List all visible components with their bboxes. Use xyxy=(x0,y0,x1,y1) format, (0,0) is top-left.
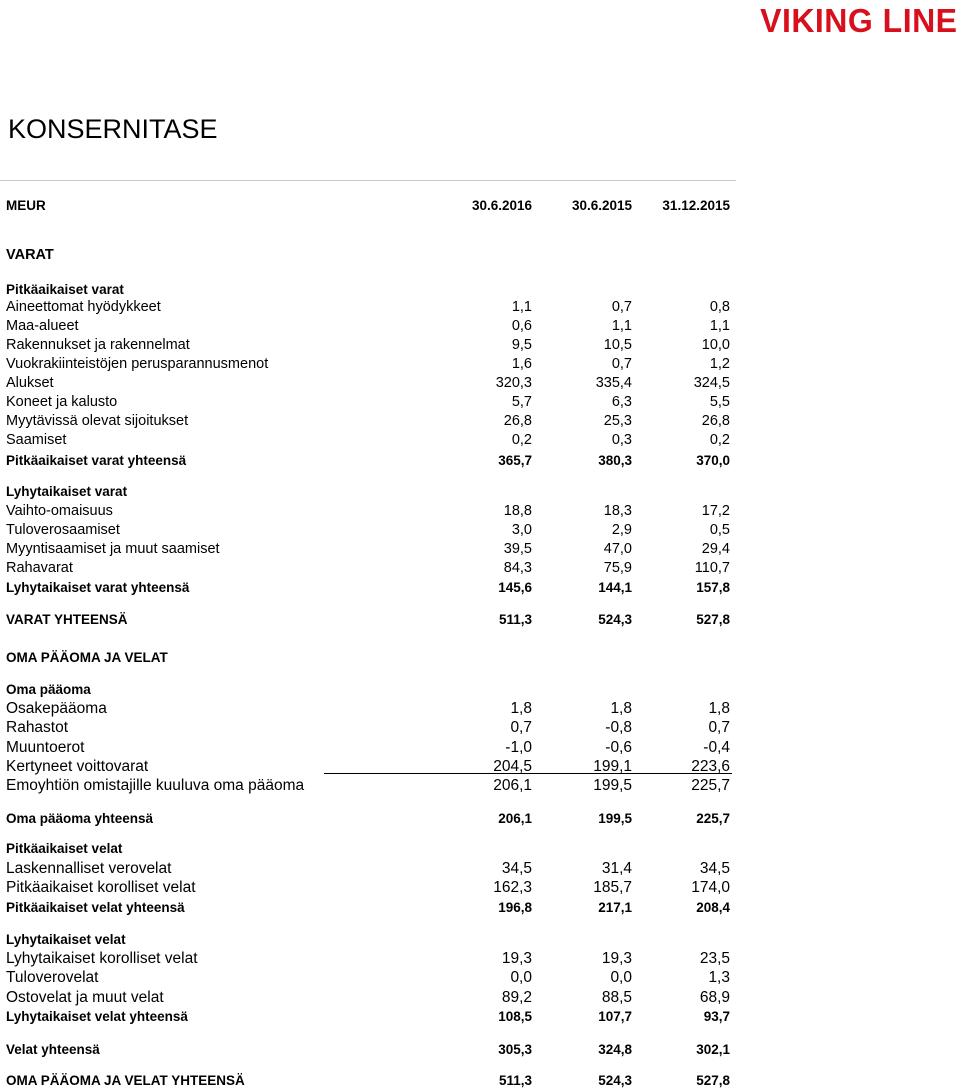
cell-2015-h1: 88,5 xyxy=(601,989,632,1006)
header-divider xyxy=(0,180,736,181)
row-label: Lyhytaikaiset velat xyxy=(6,932,126,947)
cell-2015-fy: 0,8 xyxy=(709,299,730,315)
row-label: Rahastot xyxy=(6,719,69,736)
cell-2015-h1: 19,3 xyxy=(601,950,632,967)
cell-2015-fy: 1,1 xyxy=(709,318,730,334)
cell-2015-h1: 324,8 xyxy=(598,1042,632,1057)
table-row-emoyhtion-omistajille-kuuluva-oma-paaoma xyxy=(0,776,736,795)
cell-2016-h1: 108,5 xyxy=(498,1009,532,1024)
cell-2015-h1: 6,3 xyxy=(611,394,632,410)
cell-2016-h1: 3,0 xyxy=(511,522,532,538)
cell-2016-h1: 511,3 xyxy=(498,612,532,627)
section-heading-lyhytaikaiset-varat xyxy=(0,482,736,501)
cell-2015-h1: 2,9 xyxy=(611,522,632,538)
cell-2015-fy: 34,5 xyxy=(699,860,730,877)
cell-2015-fy: 527,8 xyxy=(696,1073,730,1088)
table-row-koneet-ja-kalusto xyxy=(0,393,736,412)
cell-2016-h1: 89,2 xyxy=(501,989,532,1006)
subtotal-rule xyxy=(324,773,732,774)
row-label: Tuloverovelat xyxy=(6,969,99,986)
cell-2015-fy: 1,8 xyxy=(708,700,730,717)
cell-2015-fy: 208,4 xyxy=(696,900,730,915)
row-label: Pitkäaikaiset korolliset velat xyxy=(6,879,196,896)
cell-2015-fy: 0,5 xyxy=(709,522,730,538)
cell-2015-h1: 31,4 xyxy=(601,860,632,877)
row-label: Rahavarat xyxy=(6,560,73,576)
cell-2016-h1: 1,1 xyxy=(511,299,532,315)
table-row-pitkaaikaiset-velat-yhteensa xyxy=(0,898,736,917)
cell-2016-h1: 18,8 xyxy=(503,503,532,519)
row-label: VARAT YHTEENSÄ xyxy=(6,612,128,627)
row-label: Lyhytaikaiset velat yhteensä xyxy=(6,1009,188,1024)
cell-2015-fy: 93,7 xyxy=(703,1009,730,1024)
cell-2015-h1: 524,3 xyxy=(598,612,632,627)
table-row-velat-yhteensa xyxy=(0,1040,736,1059)
row-label: Lyhytaikaiset varat xyxy=(6,484,128,499)
table-row-rahavarat xyxy=(0,559,736,578)
row-label: Aineettomat hyödykkeet xyxy=(6,299,161,315)
cell-2016-h1: 511,3 xyxy=(498,1073,532,1088)
section-heading-varat xyxy=(0,246,736,265)
column-header-2016: 30.6.2016 xyxy=(471,198,532,213)
cell-2016-h1: 206,1 xyxy=(498,811,532,826)
cell-2015-h1: 10,5 xyxy=(603,337,632,353)
row-label: Maa-alueet xyxy=(6,318,79,334)
row-label: Kertyneet voittovarat xyxy=(6,758,149,775)
row-label: Koneet ja kalusto xyxy=(6,394,118,410)
cell-2016-h1: -1,0 xyxy=(505,739,532,756)
row-label: Alukset xyxy=(6,375,54,391)
row-label: Pitkäaikaiset velat yhteensä xyxy=(6,900,185,915)
row-label: Lyhytaikaiset varat yhteensä xyxy=(6,580,190,595)
cell-2015-h1: 25,3 xyxy=(603,413,632,429)
table-row-pitkaaikaiset-korolliset-velat xyxy=(0,878,736,897)
cell-2015-fy: 225,7 xyxy=(696,811,730,826)
row-label: Ostovelat ja muut velat xyxy=(6,989,164,1006)
row-label: VARAT xyxy=(6,247,54,263)
cell-2016-h1: 0,6 xyxy=(511,318,532,334)
cell-2016-h1: 204,5 xyxy=(493,758,532,775)
row-label: Lyhytaikaiset korolliset velat xyxy=(6,950,198,967)
cell-2015-h1: -0,6 xyxy=(605,739,632,756)
cell-2015-h1: 107,7 xyxy=(598,1009,632,1024)
row-label: Laskennalliset verovelat xyxy=(6,860,172,877)
cell-2015-fy: 527,8 xyxy=(696,612,730,627)
table-row-varat-yhteensa xyxy=(0,610,736,629)
column-header-2015-half: 30.6.2015 xyxy=(571,198,632,213)
cell-2016-h1: 0,0 xyxy=(510,969,532,986)
table-row-rahastot xyxy=(0,718,736,737)
cell-2015-h1: 0,3 xyxy=(611,432,632,448)
cell-2015-h1: 144,1 xyxy=(598,580,632,595)
column-header-2015-year: 31.12.2015 xyxy=(662,198,730,213)
cell-2015-fy: 370,0 xyxy=(696,453,730,468)
section-heading-oma-paaoma-ja-velat xyxy=(0,648,736,667)
row-label: Vaihto-omaisuus xyxy=(6,503,113,519)
unit-label: MEUR xyxy=(6,198,46,213)
cell-2016-h1: 0,7 xyxy=(510,719,532,736)
cell-2015-h1: 185,7 xyxy=(593,879,632,896)
page-title: KONSERNITASE xyxy=(8,114,218,144)
cell-2015-fy: 0,7 xyxy=(708,719,730,736)
cell-2015-fy: 110,7 xyxy=(694,560,730,576)
section-heading-pitkaaikaiset-velat xyxy=(0,839,736,858)
row-label: Pitkäaikaiset varat xyxy=(6,282,124,297)
row-label: Emoyhtiön omistajille kuuluva oma pääoma xyxy=(6,777,305,794)
cell-2015-h1: 380,3 xyxy=(598,453,632,468)
cell-2015-h1: 199,5 xyxy=(593,777,632,794)
cell-2016-h1: 145,6 xyxy=(498,580,532,595)
table-row-maa-alueet xyxy=(0,317,736,336)
cell-2015-h1: 524,3 xyxy=(598,1073,632,1088)
table-row-osakepaaoma xyxy=(0,699,736,718)
row-label: Pitkäaikaiset velat xyxy=(6,841,123,856)
row-label: Oma pääoma yhteensä xyxy=(6,811,154,826)
row-label: OMA PÄÄOMA JA VELAT YHTEENSÄ xyxy=(6,1073,245,1088)
table-row-lyhytaikaiset-korolliset-velat xyxy=(0,949,736,968)
row-label: Muuntoerot xyxy=(6,739,85,756)
cell-2015-fy: 225,7 xyxy=(691,777,730,794)
cell-2015-h1: 1,1 xyxy=(611,318,632,334)
table-row-laskennalliset-verovelat xyxy=(0,859,736,878)
cell-2015-fy: 26,8 xyxy=(701,413,730,429)
cell-2016-h1: 320,3 xyxy=(495,375,532,391)
table-row-ostovelat-ja-muut-velat xyxy=(0,988,736,1007)
cell-2015-fy: 1,3 xyxy=(708,969,730,986)
cell-2016-h1: 0,2 xyxy=(511,432,532,448)
cell-2016-h1: 1,8 xyxy=(510,700,532,717)
cell-2016-h1: 84,3 xyxy=(503,560,532,576)
row-label: Myyntisaamiset ja muut saamiset xyxy=(6,541,220,557)
viking-line-logo: VIKING LINE xyxy=(760,2,958,39)
cell-2015-fy: -0,4 xyxy=(703,739,730,756)
cell-2015-fy: 5,5 xyxy=(709,394,730,410)
cell-2015-fy: 223,6 xyxy=(691,758,730,775)
cell-2015-h1: 335,4 xyxy=(595,375,632,391)
row-label: OMA PÄÄOMA JA VELAT xyxy=(6,650,168,665)
section-heading-pitkaaikaiset-varat xyxy=(0,280,736,299)
row-label: Pitkäaikaiset varat yhteensä xyxy=(6,453,187,468)
cell-2015-h1: 0,0 xyxy=(610,969,632,986)
table-row-myytavissa-olevat-sijoitukset xyxy=(0,412,736,431)
row-label: Myytävissä olevat sijoitukset xyxy=(6,413,189,429)
cell-2016-h1: 19,3 xyxy=(501,950,532,967)
row-label: Velat yhteensä xyxy=(6,1042,100,1057)
cell-2015-h1: 0,7 xyxy=(611,299,632,315)
section-heading-lyhytaikaiset-velat xyxy=(0,930,736,949)
cell-2016-h1: 196,8 xyxy=(498,900,532,915)
cell-2015-h1: 1,8 xyxy=(610,700,632,717)
cell-2015-h1: 199,1 xyxy=(593,758,632,775)
table-row-myyntisaamiset-ja-muut-saamiset xyxy=(0,540,736,559)
table-row-oma-paaoma-ja-velat-yhteensa xyxy=(0,1071,736,1090)
cell-2015-fy: 324,5 xyxy=(693,375,730,391)
row-label: Osakepääoma xyxy=(6,700,107,717)
cell-2016-h1: 305,3 xyxy=(498,1042,532,1057)
row-label: Vuokrakiinteistöjen perusparannusmenot xyxy=(6,356,269,372)
cell-2016-h1: 39,5 xyxy=(503,541,532,557)
table-row-vaihto-omaisuus xyxy=(0,502,736,521)
table-row-vuokrakiinteistojen-perusparannusmenot xyxy=(0,355,736,374)
cell-2015-h1: 75,9 xyxy=(603,560,632,576)
row-label: Oma pääoma xyxy=(6,682,91,697)
cell-2016-h1: 365,7 xyxy=(498,453,532,468)
cell-2016-h1: 206,1 xyxy=(493,777,532,794)
cell-2015-fy: 1,2 xyxy=(709,356,730,372)
table-row-tuloverosaamiset xyxy=(0,521,736,540)
cell-2015-fy: 68,9 xyxy=(699,989,730,1006)
table-row-oma-paaoma-yhteensa xyxy=(0,809,736,828)
cell-2015-fy: 10,0 xyxy=(701,337,730,353)
row-label: Rakennukset ja rakennelmat xyxy=(6,337,190,353)
cell-2015-h1: 217,1 xyxy=(598,900,632,915)
table-row-lyhytaikaiset-velat-yhteensa xyxy=(0,1007,736,1026)
cell-2016-h1: 5,7 xyxy=(511,394,532,410)
cell-2015-h1: 47,0 xyxy=(603,541,632,557)
cell-2016-h1: 34,5 xyxy=(501,860,532,877)
cell-2015-fy: 302,1 xyxy=(696,1042,730,1057)
cell-2016-h1: 9,5 xyxy=(511,337,532,353)
table-row-pitkaaikaiset-varat-yhteensa xyxy=(0,451,736,470)
table-row-lyhytaikaiset-varat-yhteensa xyxy=(0,578,736,597)
cell-2015-fy: 0,2 xyxy=(709,432,730,448)
cell-2015-fy: 157,8 xyxy=(696,580,730,595)
table-header xyxy=(0,196,736,215)
cell-2016-h1: 162,3 xyxy=(493,879,532,896)
table-row-rakennukset-ja-rakennelmat xyxy=(0,336,736,355)
cell-2015-h1: -0,8 xyxy=(605,719,632,736)
cell-2016-h1: 1,6 xyxy=(511,356,532,372)
table-row-muuntoerot xyxy=(0,738,736,757)
cell-2015-h1: 0,7 xyxy=(611,356,632,372)
table-row-alukset xyxy=(0,374,736,393)
cell-2015-h1: 18,3 xyxy=(603,503,632,519)
cell-2016-h1: 26,8 xyxy=(503,413,532,429)
row-label: Saamiset xyxy=(6,432,67,448)
table-row-saamiset xyxy=(0,431,736,450)
cell-2015-fy: 23,5 xyxy=(699,950,730,967)
table-row-aineettomat-hyodykkeet xyxy=(0,298,736,317)
cell-2015-fy: 29,4 xyxy=(701,541,730,557)
section-heading-oma-paaoma xyxy=(0,680,736,699)
table-row-tuloverovelat xyxy=(0,968,736,987)
cell-2015-h1: 199,5 xyxy=(598,811,632,826)
cell-2015-fy: 174,0 xyxy=(691,879,730,896)
row-label: Tuloverosaamiset xyxy=(6,522,120,538)
cell-2015-fy: 17,2 xyxy=(701,503,730,519)
